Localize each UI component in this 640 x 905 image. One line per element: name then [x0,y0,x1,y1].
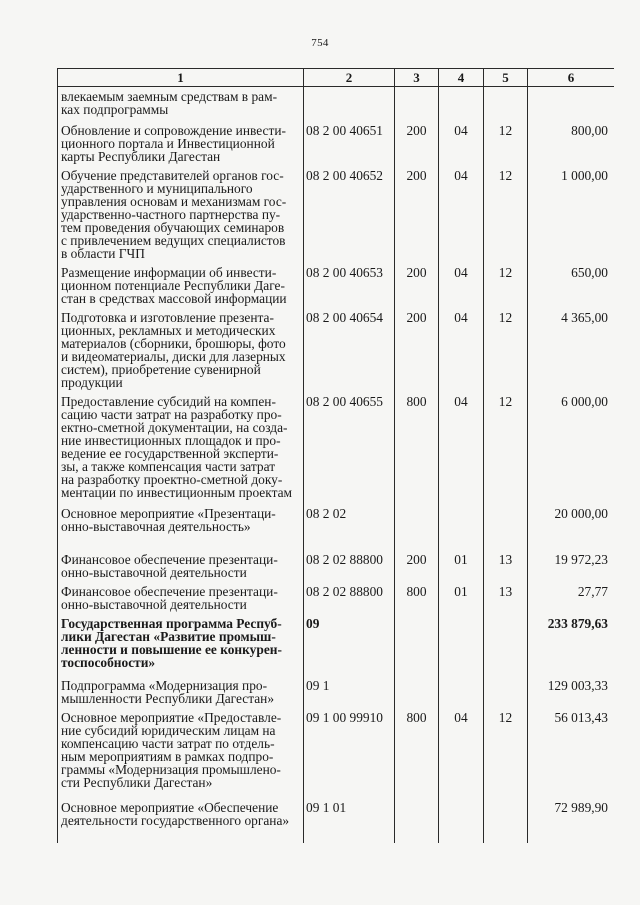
table-row [58,676,615,708]
row-rz-cell: 04 [439,121,484,166]
row-rz-cell: 04 [439,308,484,392]
row-vr-cell: 200 [395,263,439,308]
row-name-cell: Финансовое обеспечение презентаци- онно-выставочной деятельности [58,550,304,582]
row-vr-cell: 800 [395,708,439,798]
table-row [58,392,615,504]
row-sum-cell: 650,00 [528,263,615,308]
row-vr-cell [395,676,439,708]
row-rz-cell [439,614,484,676]
row-name-cell: Государственная программа Респуб- лики Дагестан «Развитие промыш- ленности и повышение ее конкурен- тоспособности» [58,614,304,676]
row-rz-cell [439,798,484,843]
row-name-cell: Подпрограмма «Модернизация про- мышленности Республики Дагестан» [58,676,304,708]
row-sum-cell: 20 000,00 [528,504,615,550]
row-code-cell: 09 [304,614,395,676]
row-sum-cell: 6 000,00 [528,392,615,504]
row-vr-cell [395,798,439,843]
row-vr-cell: 200 [395,308,439,392]
header-col-5: 5 [484,69,528,87]
row-pr-cell [484,614,528,676]
budget-table [57,68,614,843]
row-vr-cell: 800 [395,582,439,614]
row-name-cell: Основное мероприятие «Предоставле- ние субсидий юридическим лицам на компенсацию части затрат по отдель- ным мероприятиям в рамках подпро- граммы «Модернизация промышлено- сти Республики Дагестан» [58,708,304,798]
row-pr-cell: 12 [484,166,528,263]
table-row [58,614,615,676]
row-vr-cell: 200 [395,121,439,166]
row-vr-cell [395,87,439,121]
row-rz-cell: 04 [439,263,484,308]
row-vr-cell: 200 [395,550,439,582]
row-code-cell: 08 2 00 40651 [304,121,395,166]
header-col-3: 3 [395,69,439,87]
row-pr-cell: 12 [484,121,528,166]
header-col-6: 6 [528,69,615,87]
row-code-cell: 08 2 00 40655 [304,392,395,504]
row-sum-cell: 19 972,23 [528,550,615,582]
row-pr-cell: 13 [484,550,528,582]
row-sum-cell: 72 989,90 [528,798,615,843]
row-code-cell: 08 2 00 40653 [304,263,395,308]
row-vr-cell [395,504,439,550]
row-vr-cell [395,614,439,676]
row-pr-cell [484,798,528,843]
row-rz-cell [439,504,484,550]
row-pr-cell: 12 [484,392,528,504]
table-row [58,308,615,392]
row-pr-cell: 13 [484,582,528,614]
table-row [58,121,615,166]
row-name-cell: Предоставление субсидий на компен- сацию части затрат на разработку про- ектно-сметной документации, на созда- ние инвестиционных площадок и про- ведение ее государственной эксперти- зы, а также компенсация части затрат на разработку проектно-сметной доку- ментации по инвестиционным проектам [58,392,304,504]
row-sum-cell: 56 013,43 [528,708,615,798]
table-row [58,504,615,550]
row-name-cell: Основное мероприятие «Обеспечение деятельности государственного органа» [58,798,304,843]
table-row [58,550,615,582]
header-col-4: 4 [439,69,484,87]
page-number: 754 [311,37,329,49]
row-name-cell: Основное мероприятие «Презентаци- онно-выставочная деятельность» [58,504,304,550]
row-rz-cell [439,676,484,708]
row-pr-cell: 12 [484,708,528,798]
table-row [58,87,615,121]
row-sum-cell [528,87,615,121]
header-col-1: 1 [58,69,304,87]
row-rz-cell: 04 [439,166,484,263]
header-row [58,69,615,87]
budget-table-container [57,68,614,861]
row-name-cell: Размещение информации об инвести- ционном потенциале Республики Даге- стан в средствах массовой информации [58,263,304,308]
row-pr-cell: 12 [484,263,528,308]
row-code-cell: 08 2 00 40654 [304,308,395,392]
row-pr-cell [484,504,528,550]
row-rz-cell: 04 [439,392,484,504]
table-row [58,798,615,843]
row-rz-cell: 01 [439,550,484,582]
row-sum-cell: 4 365,00 [528,308,615,392]
row-vr-cell: 200 [395,166,439,263]
row-pr-cell [484,676,528,708]
row-name-cell: Подготовка и изготовление презента- ционных, рекламных и методических материалов (сборники, брошюры, фото и видеоматериалы, диски для лазерных систем), приобретение сувенирной продукции [58,308,304,392]
table-row [58,166,615,263]
row-pr-cell [484,87,528,121]
row-sum-cell: 800,00 [528,121,615,166]
row-code-cell: 09 1 01 [304,798,395,843]
table-row [58,708,615,798]
row-name-cell: влекаемым заемным средствам в рам- ках подпрограммы [58,87,304,121]
row-rz-cell: 04 [439,708,484,798]
row-sum-cell: 27,77 [528,582,615,614]
table-body [58,87,615,843]
row-sum-cell: 1 000,00 [528,166,615,263]
table-row [58,263,615,308]
row-code-cell [304,87,395,121]
row-name-cell: Финансовое обеспечение презентаци- онно-выставочной деятельности [58,582,304,614]
row-pr-cell: 12 [484,308,528,392]
table-row [58,582,615,614]
row-rz-cell: 01 [439,582,484,614]
row-code-cell: 09 1 [304,676,395,708]
row-sum-cell: 233 879,63 [528,614,615,676]
row-code-cell: 08 2 02 88800 [304,582,395,614]
row-code-cell: 08 2 02 [304,504,395,550]
row-name-cell: Обучение представителей органов гос- ударственного и муниципального управления основам и механизмам гос- ударственно-частного партнерства пу- тем проведения обучающих семинаров с привлечением ведущих специалистов в области ГЧП [58,166,304,263]
row-vr-cell: 800 [395,392,439,504]
row-name-cell: Обновление и сопровождение инвести- ционного портала и Инвестиционной карты Республики Дагестан [58,121,304,166]
row-code-cell: 08 2 02 88800 [304,550,395,582]
header-col-2: 2 [304,69,395,87]
row-code-cell: 08 2 00 40652 [304,166,395,263]
row-rz-cell [439,87,484,121]
row-sum-cell: 129 003,33 [528,676,615,708]
row-code-cell: 09 1 00 99910 [304,708,395,798]
